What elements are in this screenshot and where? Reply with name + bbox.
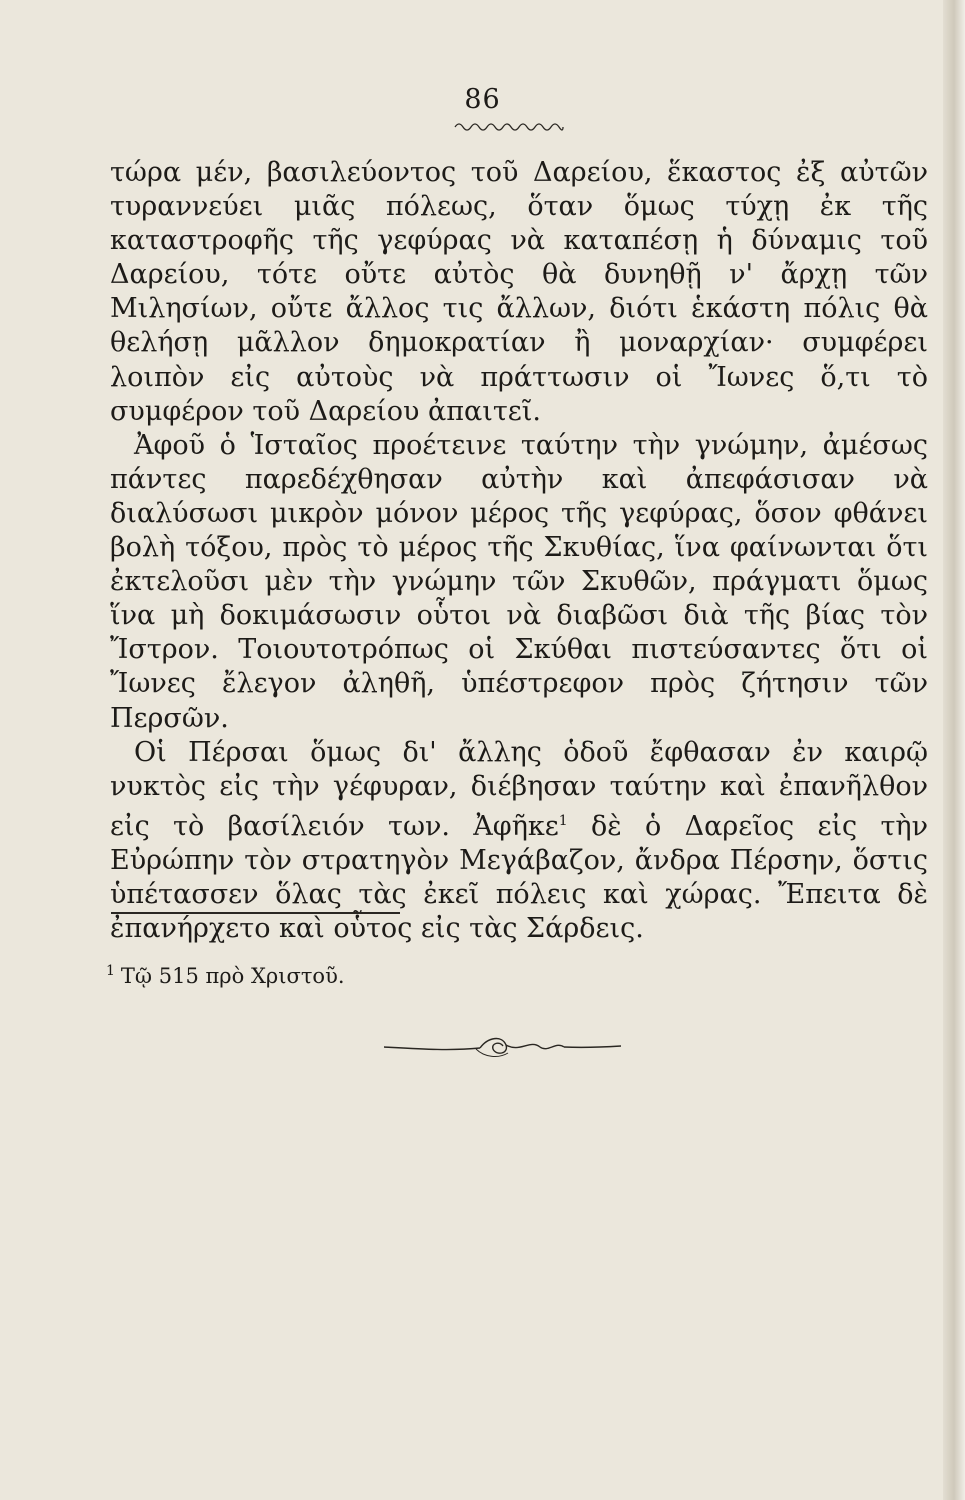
paragraph-3 [110,736,928,947]
footnote [106,956,806,991]
footnote-rule [111,912,400,914]
paragraph-2: Ἀφοῦ ὁ Ἱσταῖος προέτεινε ταύτην τὴν γνώμην, ἀμέσως πάντες παρεδέχθησαν αὐτὴν καὶ ἀπεφάσισαν νὰ διαλύσωσι μικρὸν μόνον μέρος τῆς γεφύρας, ὅσον φθάνει βολὴ τόξου, πρὸς τὸ μέρος τῆς Σκυθίας, ἵνα φαίνωνται ὅτι ἐκτελοῦσι μὲν τὴν γνώμην τῶν Σκυθῶν, πράγματι ὅμως ἵνα μὴ δοκιμάσωσιν οὗτοι νὰ διαβῶσι διὰ τῆς βίας τὸν Ἴστρον. Τοιουτοτρόπως οἱ Σκύθαι πιστεύσαντες ὅτι οἱ Ἴωνες ἔλεγον ἀληθῆ, ὑπέστρεφον πρὸς ζήτησιν τῶν Περσῶν. [110,429,928,734]
page-number: 86 [464,84,501,115]
tail-scroll-ornament [380,1027,625,1067]
body-text [110,156,928,946]
footnote-mark: 1 [106,963,115,979]
header-wavy-rule [453,118,565,132]
footnote-text: Τῷ 515 πρὸ Χριστοῦ. [120,964,345,988]
page-edge [943,0,965,1500]
paragraph-1: τώρα μέν, βασιλεύοντος τοῦ Δαρείου, ἕκαστος ἐξ αὐτῶν τυραννεύει μιᾶς πόλεως, ὅταν ὅμως τύχῃ ἐκ τῆς καταστροφῆς τῆς γεφύρας νὰ καταπέσῃ ἡ δύναμις τοῦ Δαρείου, τότε οὔτε αὐτὸς θὰ δυνηθῇ ν' ἄρχῃ τῶν Μιλησίων, οὔτε ἄλλος τις ἄλλων, διότι ἑκάστη πόλις θὰ θελήσῃ μᾶλλον δημοκρατίαν ἢ μοναρχίαν· συμφέρει λοιπὸν εἰς αὐτοὺς νὰ πράττωσιν οἱ Ἴωνες ὅ,τι τὸ συμφέρον τοῦ Δαρείου ἀπαιτεῖ. [110,157,928,427]
paragraph-3-text-a: Οἱ Πέρσαι ὅμως δι' ἄλλης ὁδοῦ ἔφθασαν ἐν καιρῷ νυκτὸς εἰς τὴν γέφυραν, διέβησαν ταύτην καὶ ἐπανῆλθον εἰς τὸ βασίλειόν των. Ἀφῆκε [110,736,928,842]
footnote-reference-mark: 1 [558,812,568,829]
paragraph-3-text-b: δὲ ὁ Δαρεῖος εἰς τὴν Εὐρώπην τὸν στρατηγὸν Μεγάβαζον, ἄνδρα Πέρσην, ὅστις ὑπέτασσεν ὅλας τὰς ἐκεῖ πόλεις καὶ χώρας. Ἔπειτα δὲ ἐπανήρχετο καὶ οὗτος εἰς τὰς Σάρδεις. [110,810,928,945]
